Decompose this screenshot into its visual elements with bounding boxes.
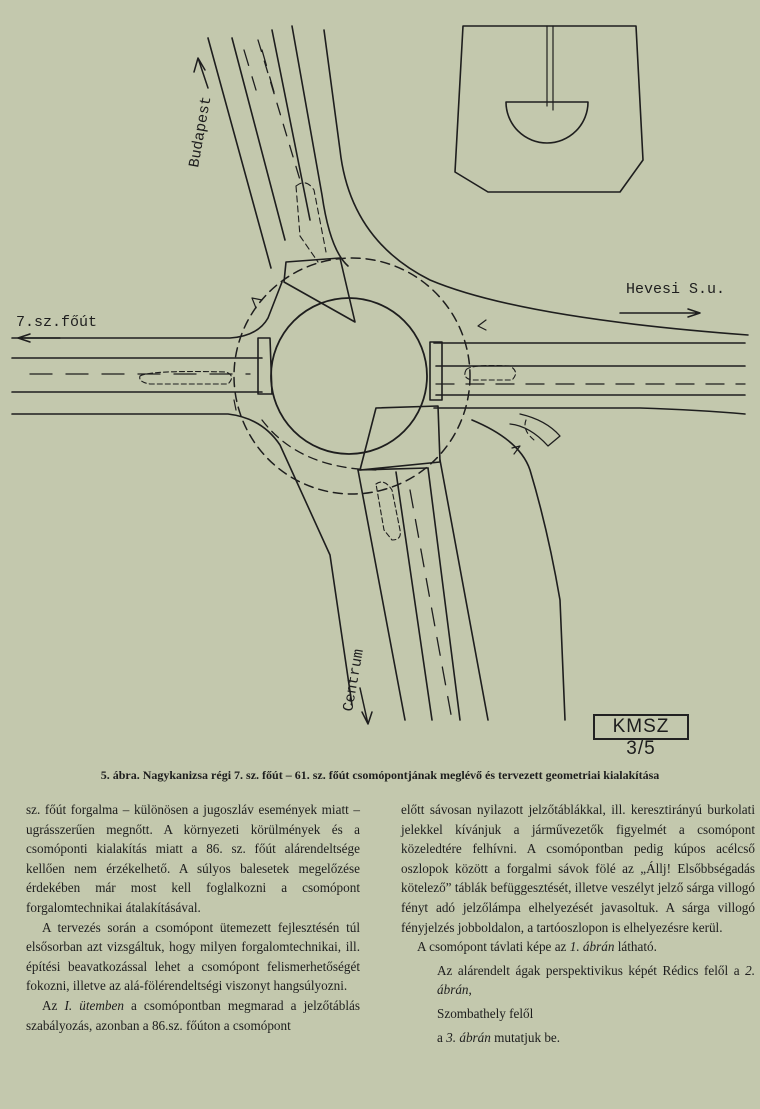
emphasis: I. ütemben — [64, 997, 124, 1013]
paragraph: előtt sávosan nyilazott jelzőtáblákkal, ill. keresztirányú burkolati jelekkel kívánjuk a járművezetők figyelmét a csomópont közeledtére felhívni. A csomópontban pedig kúpos acélcső oszlopok között a forgalmi sávok fölé az „Állj! Elsőbbségadás kötelező” táblák befüggesztését, illetve veszélyt jelző sárga villogó fényt adó jelzőlámpa elhelyezését javasoltuk. A sárga villogó fényjelzés jobboldalon, a tartóoszlopon is elhelyezésre kerül. — [401, 802, 755, 935]
label-centrum: Centrum — [340, 647, 368, 713]
emphasis: 3. ábrán — [446, 1029, 491, 1045]
paragraph: A tervezés során a csomópont ütemezett fejlesztésén túl elsősorban azt vizsgáltuk, hogy milyen forgalomtechnikai, ill. építési beavatkozással lehet a csomópont felismerhetőségét fokozni, illetve az alá-fölérendeltségi viszonyt hangsúlyozni. — [26, 919, 360, 994]
paragraph — [401, 961, 755, 1000]
splitter-north — [284, 258, 355, 322]
kmsz-stamp: KMSZ 3/5 — [593, 714, 689, 740]
emphasis: 1. ábrán — [569, 939, 615, 955]
roundabout-inner — [271, 298, 427, 454]
text-column-left — [26, 800, 360, 1035]
label-budapest: Budapest — [186, 94, 216, 169]
text-run: a — [437, 1029, 447, 1045]
roundabout-outer — [234, 258, 470, 494]
arrow-hevesi — [620, 309, 700, 317]
island-semicircle — [506, 102, 588, 143]
text-run: , — [468, 982, 472, 998]
text-run: látható. — [614, 939, 657, 955]
text-run: mutatjuk be. — [490, 1029, 561, 1045]
text-column-right — [401, 800, 755, 1047]
paragraph — [401, 1028, 755, 1048]
emphasis: 2. ábrán — [437, 962, 755, 998]
paragraph — [401, 937, 755, 957]
traffic-island-top-right — [455, 26, 643, 192]
paragraph: sz. főút forgalma – különösen a jugoszláv események miatt – ugrásszerűen megnőtt. A környezeti körülmények és a csomóponti kialakítás miatt a 86. sz. főút alárendeltsége kellően nem érzékelhető. A súlyos balesetek megelőzése érdekében már most kell foglalkozni a csomópont forgalomtechnikai átalakításával. — [26, 802, 360, 915]
figure-caption: 5. ábra. Nagykanizsa régi 7. sz. főút – 61. sz. főút csomópontjának meglévő és tervezett geometriai kialakítása — [100, 768, 660, 782]
arrow-budapest — [194, 58, 208, 88]
label-7sz-fout: 7.sz.főút — [16, 314, 98, 331]
splitter-south — [360, 406, 440, 470]
text-run: Az — [42, 997, 65, 1013]
splitter-west — [258, 338, 272, 394]
label-hevesi: Hevesi S.u. — [626, 281, 726, 298]
paragraph: Szombathely felől — [437, 1005, 534, 1021]
text-run: A csomópont távlati képe az — [417, 939, 570, 955]
splitter-east — [430, 342, 442, 400]
arrow-centrum — [360, 688, 372, 724]
arrow-7sz — [18, 334, 60, 342]
text-run: a csomópontban megmarad a jelzőtáblás szabályozás, azonban a 86.sz. főúton a csomópont — [26, 997, 360, 1033]
paragraph — [26, 996, 360, 1035]
text-run: Az alárendelt ágak perspektivikus képét Rédics felől a — [437, 962, 746, 978]
